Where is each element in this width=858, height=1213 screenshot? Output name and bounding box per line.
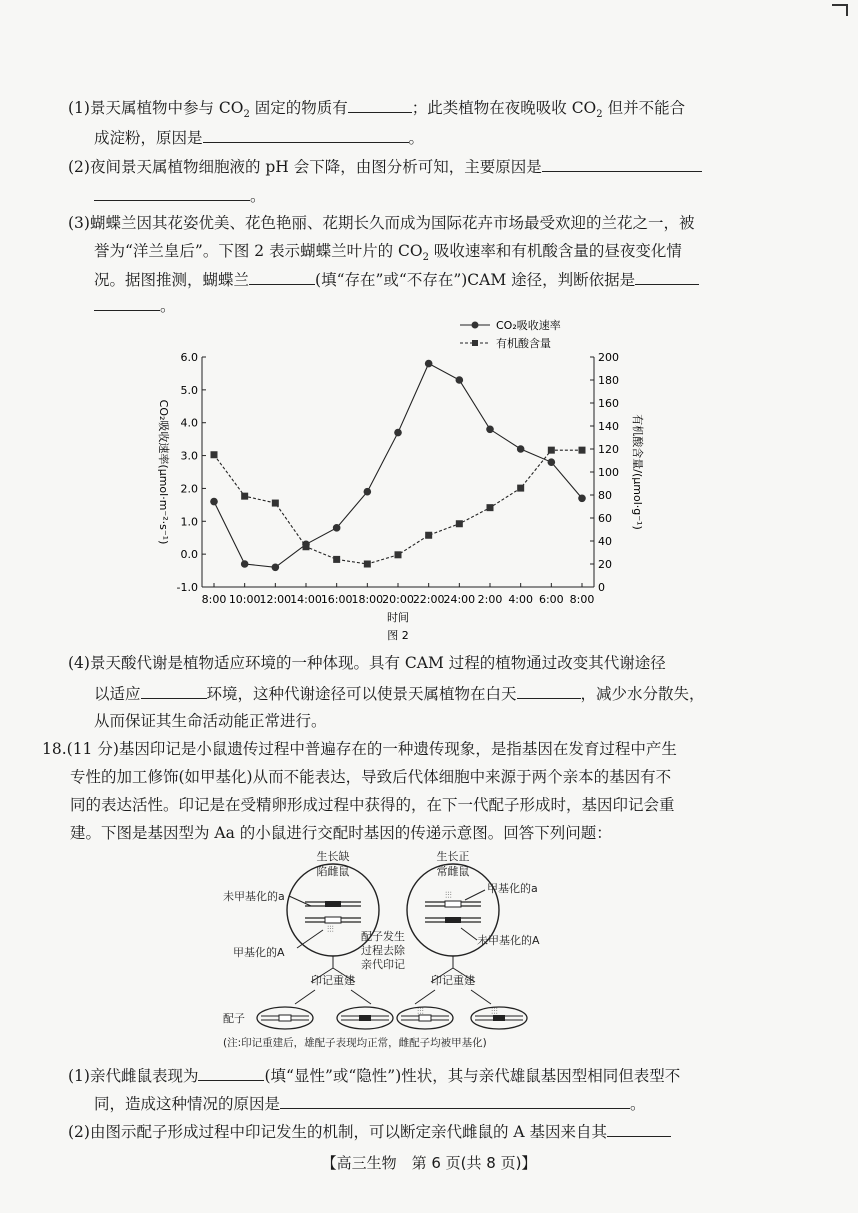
pointer-line xyxy=(465,890,485,900)
data-point-acid xyxy=(241,493,248,500)
answer-blank[interactable] xyxy=(635,268,699,285)
q18-line3 xyxy=(70,794,675,816)
mid-text-2: 过程去除 xyxy=(361,944,405,957)
q3-text-b2: 吸收速率和有机酸含量的昼夜变化情 xyxy=(428,242,682,260)
co2-sub: 2 xyxy=(596,109,603,121)
q1-line1 xyxy=(68,96,685,126)
data-point-co2 xyxy=(456,376,464,384)
q3-end: 。 xyxy=(160,297,176,315)
co2-sub: 2 xyxy=(422,252,429,264)
arrow-line xyxy=(295,990,315,1004)
x-tick-label: 10:00 xyxy=(228,593,261,606)
q18-line2 xyxy=(70,766,671,788)
data-point-co2 xyxy=(548,458,556,466)
q2-line2 xyxy=(94,184,266,207)
arrow-line xyxy=(471,990,491,1004)
q4-text-b2: 环境，这种代谢途径可以使景天属植物在白天 xyxy=(206,685,517,703)
data-point-co2 xyxy=(578,494,586,502)
label-methyl-A: 甲基化的A xyxy=(233,946,285,959)
q3-text-b: 誉为“洋兰皇后”。下图 2 表示蝴蝶兰叶片的 CO xyxy=(94,242,423,260)
answer-blank[interactable] xyxy=(348,96,412,113)
legend-marker-acid xyxy=(472,340,478,346)
reset-right: 印记重建 xyxy=(431,974,475,987)
data-point-co2 xyxy=(394,429,402,437)
q4-line2 xyxy=(94,682,705,705)
answer-blank[interactable] xyxy=(542,155,702,172)
y-tick-label: -1.0 xyxy=(176,581,198,594)
y2-tick-label: 40 xyxy=(598,535,612,548)
y-tick-label: 3.0 xyxy=(180,449,198,463)
answer-blank[interactable] xyxy=(249,268,315,285)
y2-tick-label: 60 xyxy=(598,512,612,525)
q3-line2 xyxy=(94,240,682,269)
answer-blank[interactable] xyxy=(517,682,581,699)
y2-tick-label: 200 xyxy=(598,351,619,364)
q18p2-line1 xyxy=(68,1120,671,1143)
y-axis-title: CO₂吸收速率(μmol·m⁻²·s⁻¹) xyxy=(157,399,170,545)
methyl-marks: ⫶⫶⫶ xyxy=(445,891,452,901)
q4-line3 xyxy=(94,710,327,732)
page-footer: 【高三生物 第 6 页(共 8 页)】 xyxy=(321,1154,537,1172)
left-title-2: 陷雌鼠 xyxy=(316,865,350,878)
x-tick-label: 14:00 xyxy=(290,593,322,606)
figure2-chart xyxy=(140,315,660,647)
gene-block xyxy=(325,901,341,907)
series-line-co2 xyxy=(214,364,582,568)
data-point-acid xyxy=(487,504,494,511)
answer-blank[interactable] xyxy=(280,1092,630,1109)
q3-line4 xyxy=(94,294,176,317)
y2-axis-title: 有机酸含量/(μmol·g⁻¹) xyxy=(631,414,644,530)
y-tick-label: 2.0 xyxy=(180,482,198,496)
data-point-acid xyxy=(395,551,402,558)
chart-marks xyxy=(210,360,586,571)
data-point-acid xyxy=(548,447,555,454)
q18p1-text-a2: (填“显性”或“隐性”)性状，其与亲代雄鼠基因型相同但表型不 xyxy=(264,1067,681,1085)
answer-blank[interactable] xyxy=(94,184,250,201)
x-tick-label: 2:00 xyxy=(477,593,503,606)
y-tick-label: 0.0 xyxy=(180,548,198,562)
q1-text-a2: 固定的物质有 xyxy=(249,99,348,117)
q18p1-text-a: (1)亲代雌鼠表现为 xyxy=(68,1067,199,1085)
x-tick-label: 12:00 xyxy=(259,593,292,606)
pointer-line xyxy=(297,930,323,948)
q1-text-b: 成淀粉，原因是 xyxy=(94,129,203,147)
q1-text-a: (1)景天属植物中参与 CO xyxy=(68,99,244,117)
mid-text-1: 配子发生 xyxy=(361,930,405,943)
q2-line1 xyxy=(68,155,702,178)
data-point-acid xyxy=(303,543,310,550)
q4-text-a: (4)景天酸代谢是植物适应环境的一种体现。具有 CAM 过程的植物通过改变其代谢途径 xyxy=(68,654,666,672)
y-tick-label: 4.0 xyxy=(180,416,198,430)
x-tick-label: 6:00 xyxy=(538,593,564,606)
arrow-line xyxy=(351,990,371,1004)
q18-text-d: 建。下图是基因型为 Aa 的小鼠进行交配时基因的传递示意图。回答下列问题： xyxy=(70,824,612,842)
x-tick-label: 4:00 xyxy=(508,593,534,606)
q18p2-text-a: (2)由图示配子形成过程中印记发生的机制，可以断定亲代雌鼠的 A 基因来自其 xyxy=(68,1123,608,1141)
gene-block xyxy=(279,1015,291,1021)
q4-line1 xyxy=(68,652,666,674)
y2-tick-label: 140 xyxy=(598,420,619,433)
methyl-marks: ⫶⫶⫶ xyxy=(491,1007,498,1017)
right-title-2: 常雌鼠 xyxy=(436,865,470,878)
y2-tick-label: 160 xyxy=(598,397,619,410)
y-tick-label: 5.0 xyxy=(180,383,198,397)
data-point-co2 xyxy=(486,425,494,433)
x-tick-label: 20:00 xyxy=(382,593,414,606)
methyl-marks: ⫶⫶⫶ xyxy=(417,1007,424,1017)
q18-text-b: 专性的加工修饰(如甲基化)从而不能表达，导致后代体细胞中来源于两个亲本的基因有不 xyxy=(70,768,672,786)
legend-label-acid: 有机酸含量 xyxy=(496,337,551,350)
data-point-co2 xyxy=(364,488,372,496)
data-point-co2 xyxy=(241,560,249,568)
y2-tick-label: 120 xyxy=(598,443,619,456)
answer-blank[interactable] xyxy=(607,1120,671,1137)
methyl-marks: ⫶⫶⫶ xyxy=(327,925,334,935)
y2-tick-label: 180 xyxy=(598,374,619,387)
co2-sub: 2 xyxy=(243,109,250,121)
q18-text-c: 同的表达活性。印记是在受精卵形成过程中获得的，在下一代配子形成时，基因印记会重 xyxy=(70,796,675,814)
q1-line2 xyxy=(94,126,424,149)
corner-mark xyxy=(832,4,848,16)
q2-end: 。 xyxy=(250,187,266,205)
answer-blank[interactable] xyxy=(203,126,409,143)
diagram-note: (注:印记重建后，雄配子表现均正常，雌配子均被甲基化) xyxy=(223,1037,487,1049)
data-point-co2 xyxy=(425,360,433,368)
q3-line1 xyxy=(68,212,694,234)
data-point-co2 xyxy=(333,524,341,532)
series-line-acid xyxy=(214,450,582,564)
q3-text-a: (3)蝴蝶兰因其花姿优美、花色艳丽、花期长久而成为国际花卉市场最受欢迎的兰花之一，被 xyxy=(68,214,695,232)
gene-block xyxy=(445,901,461,907)
x-tick-label: 24:00 xyxy=(443,593,476,606)
answer-blank[interactable] xyxy=(141,682,207,699)
q1-end: 。 xyxy=(408,129,425,147)
q18-line1 xyxy=(42,738,677,760)
answer-blank[interactable] xyxy=(94,294,160,311)
q3-text-c2: (填“存在”或“不存在”)CAM 途径，判断依据是 xyxy=(315,271,636,289)
gene-block xyxy=(445,917,461,923)
q1-text-a4: 但并不能合 xyxy=(602,99,686,117)
q4-text-c: 从而保证其生命活动能正常进行。 xyxy=(94,712,327,730)
x-tick-label: 18:00 xyxy=(351,593,384,606)
q4-text-b: 以适应 xyxy=(94,685,141,703)
reset-left: 印记重建 xyxy=(311,974,355,987)
label-unmethyl-A: 未甲基化的A xyxy=(477,934,540,947)
label-unmethyl-a: 未甲基化的a xyxy=(223,890,285,903)
data-point-co2 xyxy=(210,498,218,506)
gene-block xyxy=(325,917,341,923)
q18p1-end: 。 xyxy=(630,1095,646,1113)
q18-text-a: 18.(11 分)基因印记是小鼠遗传过程中普遍存在的一种遗传现象，是指基因在发育过程中产生 xyxy=(42,740,677,758)
chart-axes xyxy=(157,318,645,642)
data-point-acid xyxy=(211,451,218,458)
q3-text-c: 况。据图推测，蝴蝶兰 xyxy=(94,271,250,289)
data-point-co2 xyxy=(517,445,525,453)
q1-text-a3: ；此类植物在夜晚吸收 CO xyxy=(411,99,597,117)
data-point-acid xyxy=(333,556,340,563)
x-tick-label: 22:00 xyxy=(412,593,445,606)
data-point-acid xyxy=(425,532,432,539)
q4-text-b3: ，减少水分散失， xyxy=(580,685,705,703)
y2-tick-label: 0 xyxy=(598,581,605,594)
data-point-co2 xyxy=(272,563,280,571)
data-point-acid xyxy=(456,520,463,527)
pointer-line xyxy=(461,928,477,940)
arrow-line xyxy=(415,990,435,1004)
y2-tick-label: 100 xyxy=(598,466,619,479)
x-axis-title: 时间 xyxy=(387,611,409,624)
legend-marker-co2 xyxy=(472,322,479,329)
x-tick-label: 8:00 xyxy=(569,593,595,606)
answer-blank[interactable] xyxy=(198,1064,264,1081)
label-methyl-a: 甲基化的a xyxy=(487,882,538,895)
gene-block xyxy=(359,1015,371,1021)
q18p1-text-b: 同，造成这种情况的原因是 xyxy=(94,1095,281,1113)
mid-text-3: 亲代印记 xyxy=(361,958,405,971)
data-point-acid xyxy=(364,561,371,568)
pointer-line xyxy=(289,896,311,906)
figure-caption: 图 2 xyxy=(387,629,409,642)
x-tick-label: 16:00 xyxy=(320,593,353,606)
q2-text-a: (2)夜间景天属植物细胞液的 pH 会下降，由图分析可知，主要原因是 xyxy=(68,158,542,176)
data-point-acid xyxy=(579,447,586,454)
data-point-acid xyxy=(272,500,279,507)
x-tick-label: 8:00 xyxy=(201,593,227,606)
q18p1-line2 xyxy=(94,1092,646,1115)
y-tick-label: 1.0 xyxy=(180,515,198,529)
y-tick-label: 6.0 xyxy=(180,351,198,364)
q18p1-line1 xyxy=(68,1064,680,1087)
y2-tick-label: 20 xyxy=(598,558,612,571)
gamete-label: 配子 xyxy=(223,1012,245,1025)
data-point-acid xyxy=(517,485,524,492)
right-title-1: 生长正 xyxy=(436,850,470,863)
legend-label-co2: CO₂吸收速率 xyxy=(496,319,561,332)
y2-tick-label: 80 xyxy=(598,489,612,502)
left-title-1: 生长缺 xyxy=(316,850,350,863)
imprinting-diagram xyxy=(215,840,635,1055)
q3-line3 xyxy=(94,268,699,291)
